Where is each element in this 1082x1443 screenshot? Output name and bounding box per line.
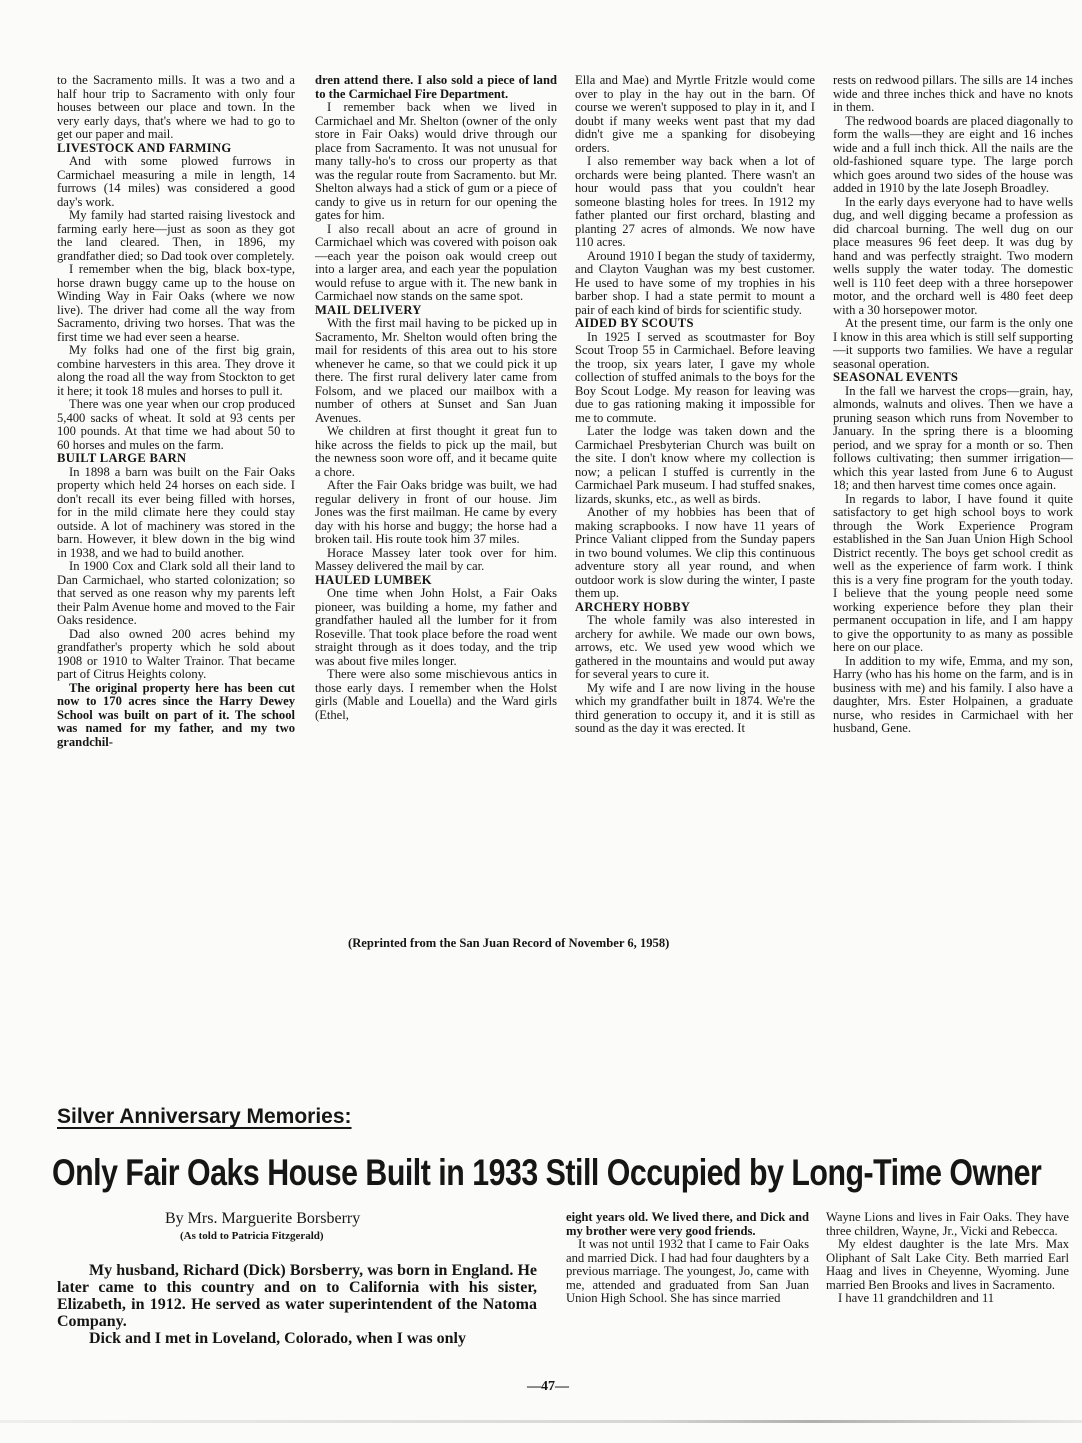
paragraph: Ella and Mae) and Myrtle Fritzle would come over to play in the hay out in the barn. Of course we weren't supposed to play in it, and I doubt if many weeks went past that my dad didn't give me a spanking for disobeying orders.	[575, 73, 815, 155]
paragraph: rests on redwood pillars. The sills are 14 inches wide and three inches thick and have no knots in them.	[833, 73, 1073, 114]
paragraph: Dad also owned 200 acres behind my grandfather's property which he sold about 1908 or 1910 to Walter Trainor. That became part of Citrus Heights colony.	[57, 626, 295, 681]
section-heading: MAIL DELIVERY	[315, 302, 422, 317]
column-6	[826, 1211, 1069, 1306]
paragraph: Wayne Lions and lives in Fair Oaks. They have three children, Wayne, Jr., Vicki and Rebecca.	[826, 1210, 1069, 1238]
paragraph: I also recall about an acre of ground in Carmichael which was covered with poison oak—each year the poison oak would creep out into a larger area, and each year the population would refuse to argue with it. The new bank in Carmichael now stands on the same spot.	[315, 221, 557, 303]
paragraph: eight years old. We lived there, and Dick and my brother were very good friends.	[566, 1210, 809, 1238]
paragraph: At the present time, our farm is the only one I know in this area which is still self supporting—it supports two families. We have a regular seasonal operation.	[833, 316, 1073, 371]
paragraph: In 1898 a barn was built on the Fair Oaks property which held 24 horses on each side. I don't recall its ever being filled with horses, for in the mild climate here they could stay outside. A lot of machinery was stored in the barn. However, it blew down in the big wind in 1938, and we had to build another.	[57, 464, 295, 560]
as-told-credit: (As told to Patricia Fitzgerald)	[180, 1230, 324, 1242]
paragraph: And with some plowed furrows in Carmichael measuring a mile in length, 14 furrows (14 miles) was considered a good day's work.	[57, 154, 295, 209]
paragraph: Another of my hobbies has been that of making scrapbooks. I now have 11 years of Prince Valiant clipped from the Sunday papers in two bound volumes. We clip this continuous adventure story all year round, and when outdoor work is slow during the winter, I paste them up.	[575, 505, 815, 600]
paragraph: In 1900 Cox and Clark sold all their land to Dan Carmichael, who started colonization; so that served as one reason why my parents left their Palm Avenue home and moved to the Fair Oaks residence.	[57, 559, 295, 627]
paragraph: My wife and I are now living in the house which my grandfather built in 1874. We're the third generation to occupy it, and it is still as sound as the day it was erected. It	[575, 680, 815, 735]
paragraph: In 1925 I served as scoutmaster for Boy Scout Troop 55 in Carmichael. Before leaving the troop, six years later, I gave my whole collection of stuffed animals to the boys for the Boy Scout Lodge. My reason for leaving was due to gas rationing making it impossible for me to commute.	[575, 329, 815, 425]
section-heading: BUILT LARGE BARN	[57, 451, 187, 465]
section-heading: SEASONAL EVENTS	[833, 370, 959, 384]
paragraph: dren attend there. I also sold a piece of land to the Carmichael Fire Department.	[315, 73, 557, 101]
paragraph: There was one year when our crop produced 5,400 sacks of wheat. It sold at 93 cents per 100 pounds. At that time we had about 50 to 60 horses and mules on the farm.	[57, 397, 295, 452]
article-lead	[57, 1262, 537, 1347]
paragraph: to the Sacramento mills. It was a two and a half hour trip to Sacramento with only four houses between our place and town. In the very early days, that's where we had to go to get our paper and mail.	[57, 73, 295, 141]
paragraph: My family had started raising livestock and farming early here—just as soon as they got the land cleared. Then, in 1896, my grandfather died; so Dad took over completely.	[57, 208, 295, 263]
paragraph: My folks had one of the first big grain, combine harvesters in this area. They drove it along the road all the way from Stockton to get it here; it took 18 mules and horses to pull it.	[57, 343, 295, 398]
column-5	[566, 1211, 809, 1306]
lead-paragraph: My husband, Richard (Dick) Borsberry, was born in England. He later came to this country and on to California with his sister, Elizabeth, in 1912. He served as water superintendent of the Natoma Company.	[57, 1262, 537, 1330]
column-1	[57, 74, 295, 749]
paragraph: We children at first thought it great fun to hike across the fields to pick up the mail, but the newness soon wore off, and it became quite a chore.	[315, 424, 557, 479]
paragraph: In addition to my wife, Emma, and my son, Harry (who has his home on the farm, and is in business with me) and his family. I also have a daughter, Mrs. Ester Holpainen, a graduate nurse, who resides in Carmichael with her husband, Gene.	[833, 653, 1073, 735]
column-4	[833, 74, 1073, 736]
paragraph: I remember when the big, black box-type, horse drawn buggy came up to the house on Winding Way in Fair Oaks (where we now live). The driver had come all the way from Sacramento, driving two horses. That was the first time we had ever seen a hearse.	[57, 262, 295, 344]
paragraph: I also remember way back when a lot of orchards were being planted. There wasn't an hour would pass that you couldn't hear someone blasting holes for trees. In 1912 my father planted our first orchard, blasting and planting 27 acres of almonds. We now have 110 acres.	[575, 154, 815, 249]
paragraph: Horace Massey later took over for him. Massey delivered the mail by car.	[315, 545, 557, 573]
article-headline: Only Fair Oaks House Built in 1933 Still Occupied by Long-Time Owner	[52, 1152, 1042, 1193]
paragraph: The whole family was also interested in archery for awhile. We made our own bows, arrows, etc. We used yew wood which we gathered in the mountains and would put away for several years to cure it.	[575, 613, 815, 681]
article-kicker: Silver Anniversary Memories:	[57, 1105, 352, 1128]
column-3	[575, 74, 815, 736]
paragraph: In the early days everyone had to have wells dug, and well digging became a profession as did charcoal burning. The well dug on our place measures 96 feet deep. It was dug by hand and was perfectly straight. Two modern wells supply the water today. The domestic well is 110 feet deep with a three horsepower motor, and the orchard well is 480 feet deep with a 30 horsepower motor.	[833, 194, 1073, 317]
paragraph: After the Fair Oaks bridge was built, we had regular delivery in front of our house. Jim Jones was the first mailman. He came by every day with his horse and buggy; the horse had a broken tail. His route took him 37 miles.	[315, 478, 557, 546]
lead-paragraph: Dick and I met in Loveland, Colorado, when I was only	[89, 1330, 466, 1347]
section-heading: ARCHERY HOBBY	[575, 599, 691, 614]
paragraph: In the fall we harvest the crops—grain, hay, almonds, walnuts and olives. Then we have a pruning season which runs from November to January. In the spring there is a blooming period, and we spray for a month or so. Then follows cultivating; then summer irrigation—which this year lasted from June 6 to August 18; and then harvest time comes once again.	[833, 383, 1073, 492]
page-number: —47—	[527, 1379, 569, 1394]
paragraph: Later the lodge was taken down and the Carmichael Presbyterian Church was built on the site. I don't know where my collection is now; a pelican I stuffed is currently in the Carmichael Park museum. I had stuffed snakes, lizards, skunks, etc., as well as birds.	[575, 424, 815, 506]
reprint-credit: (Reprinted from the San Juan Record of November 6, 1958)	[348, 936, 670, 950]
paragraph: I have 11 grandchildren and 11	[838, 1291, 995, 1305]
paragraph: I remember back when we lived in Carmichael and Mr. Shelton (owner of the only store in Fair Oaks) would drive through our place from Sacramento. It was not unusual for many tally-ho's to cross our property as that was the regular route from Sacramento. but Mr. Shelton always had a stick of gum or a piece of candy to give us in return for our opening the gates for him.	[315, 100, 557, 222]
paragraph: With the first mail having to be picked up in Sacramento, Mr. Shelton would often bring the mail for residents of this area out to his store whenever he came, so that we could pick it up there. The first rural delivery later came from Folsom, and we placed our mailbox with a number of others at Sunset and San Juan Avenues.	[315, 316, 557, 425]
column-2	[315, 74, 557, 722]
paragraph: The original property here has been cut now to 170 acres since the Harry Dewey School was built on part of it. The school was named for my father, and my two grandchil-	[57, 680, 295, 749]
paragraph: In regards to labor, I have found it quite satisfactory to get high school boys to work through the Work Experience Program established in the San Juan Union High School District recently. The boys get school credit as well as the experience of farm work. I think this is a very fine program for the youth today. I believe that the young people need some working experience before they plan their permanent occupation in life, and I am happy to give the opportunity to as many as possible here on our place.	[833, 491, 1073, 654]
section-heading: LIVESTOCK AND FARMING	[57, 140, 232, 155]
section-heading: HAULED LUMBEK	[315, 572, 432, 587]
paragraph: One time when John Holst, a Fair Oaks pioneer, was building a home, my father and grandfather hauled all the lumber for it from Roseville. That took place before the road went straight through as it does today, and the trip was about five miles longer.	[315, 586, 557, 668]
paragraph: My eldest daughter is the late Mrs. Max Oliphant of Salt Lake City. Beth married Earl Haag and lives in Cheyenne, Wyoming. June married Ben Brooks and lives in Sacramento.	[826, 1237, 1069, 1292]
paragraph: It was not until 1932 that I came to Fair Oaks and married Dick. I had had four daughters by a previous marriage. The youngest, Jo, came with me, attended and graduated from San Juan Union High School. She has since married	[566, 1237, 809, 1305]
paragraph: There were also some mischievous antics in those early days. I remember when the Holst girls (Mable and Louella) and the Ward girls (Ethel,	[315, 667, 557, 722]
paragraph: Around 1910 I began the study of taxidermy, and Clayton Vaughan was my best customer. He used to have some of my trophies in his barber shop. I had a state permit to mount a pair of each kind of birds for scientific study.	[575, 248, 815, 317]
byline: By Mrs. Marguerite Borsberry	[165, 1210, 361, 1227]
paragraph: The redwood boards are placed diagonally to form the walls—they are eight and 16 inches wide and a full inch thick. All the nails are the old-fashioned square type. The large porch which goes around two sides of the house was added in 1910 by the late Joseph Broadley.	[833, 113, 1073, 195]
scan-edge-line	[0, 1420, 1082, 1423]
section-heading: AIDED BY SCOUTS	[575, 316, 694, 330]
